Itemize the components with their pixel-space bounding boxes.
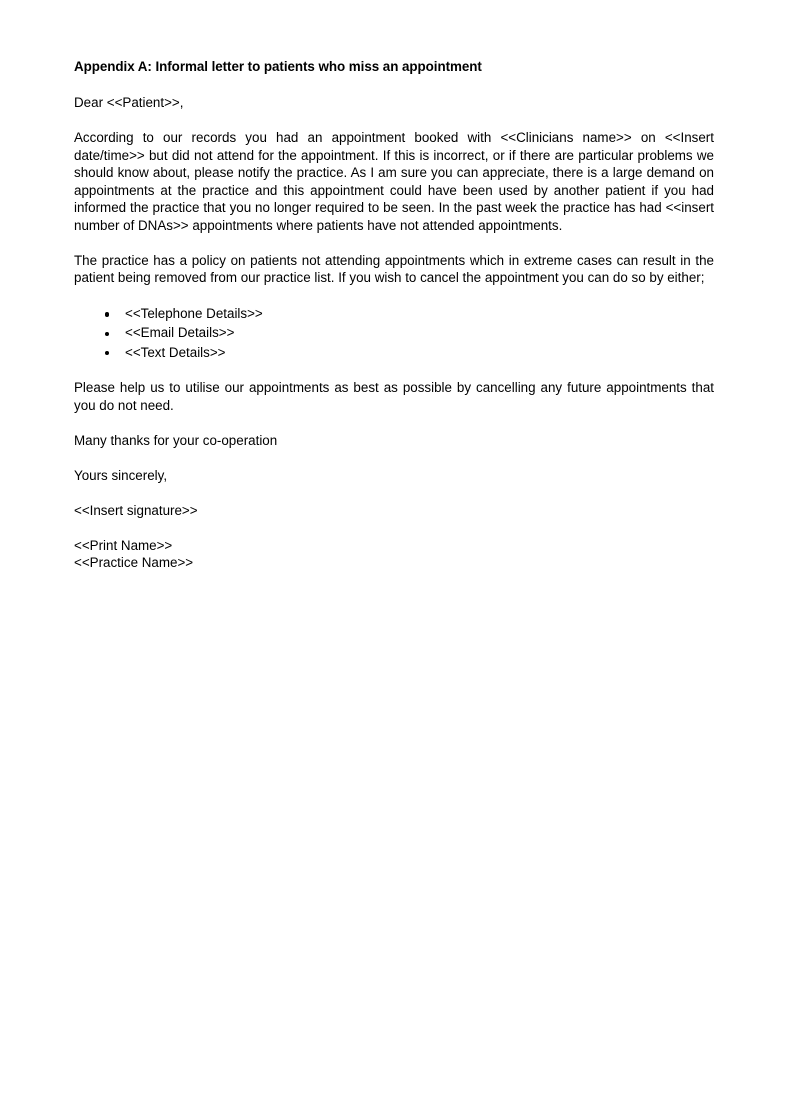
letter-body (74, 58, 714, 572)
list-item (74, 304, 714, 323)
paragraph-records: According to our records you had an appointment booked with <<Clinicians name>> on <<Insert date/time>> but did not attend for the appointment. If this is incorrect, or if there are particular problems we should know about, please notify the practice. As I am sure you can appreciate, there is a large demand on appointments at the practice and this appointment could have been used by another patient if you had informed the practice that you no longer required to be seen. In the past week the practice has had <<insert number of DNAs>> appointments where patients have not attended appointments. (74, 130, 714, 233)
list-item-label: <<Text Details>> (125, 344, 226, 360)
list-item-label: <<Telephone Details>> (125, 306, 263, 321)
practice-name: <<Practice Name>> (74, 555, 194, 571)
print-name: <<Print Name>> (74, 537, 173, 553)
sign-off: Yours sincerely, (74, 467, 168, 483)
list-item (74, 343, 714, 362)
salutation: Dear <<Patient>>, (74, 95, 184, 110)
thanks-line: Many thanks for your co-operation (74, 432, 278, 448)
page-title: Appendix A: Informal letter to patients who miss an appointment (74, 59, 482, 74)
name-block (74, 537, 714, 572)
list-item-label: <<Email Details>> (125, 325, 235, 341)
cancellation-options-list (74, 304, 714, 362)
list-item (74, 323, 714, 342)
paragraph-policy: The practice has a policy on patients not attending appointments which in extreme cases can result in the patient being removed from our practice list. If you wish to cancel the appointment you can do so by either; (74, 252, 714, 285)
paragraph-utilise: Please help us to utilise our appointments as best as possible by cancelling any future appointments that you do not need. (74, 380, 714, 413)
signature-placeholder: <<Insert signature>> (74, 502, 198, 518)
